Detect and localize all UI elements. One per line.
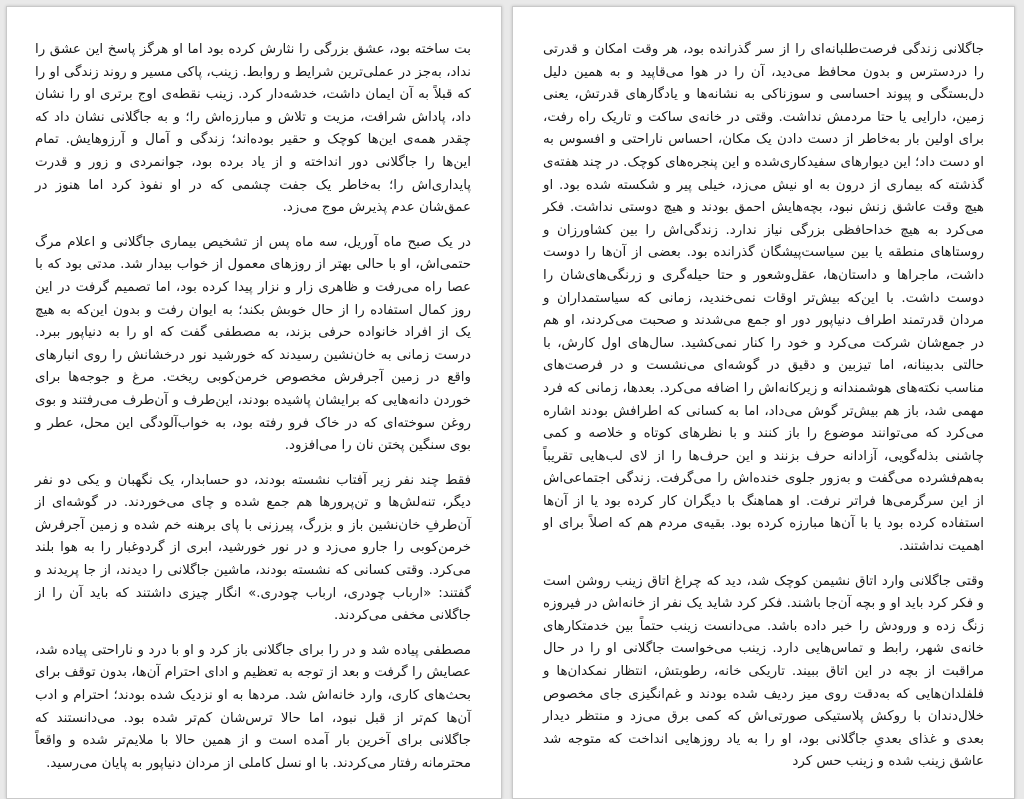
right-paragraph-1: جاگلانی زندگی فرصت‌طلبانه‌ای را از سر گذرانده بود، هر وقت امکان و قدرتی را دردسترس و بدون محافظ می‌دید، آن را در هوا می‌قاپید و به همین دلیل دل‌بستگی و پیوند احساسی و سوزناکی به نشانه‌ها و یادگارهای قدرتش، یعنی زمین، دارایی یا حتا مردمش نداشت. وقتی در خانه‌ی ساکت و تاریک راه رفت، برای اولین بار به‌خاطر از دست دادن یک مکان، احساس ناراحتی و افسوس به او دست داد؛ این دیوارهای سفیدکاری‌شده و این پنجره‌های کوچک. در چند هفته‌ی گذشته که بیماری از درون به او نیش می‌زد، خیلی پیر و شکسته شده بود. او هیچ وقت عاشق زنش نبود، بچه‌هایش احمق بودند و هیچ دوستی نداشت. فکر می‌کرد به هیچ خداحافظی بزرگی نیاز ندارد. زندگی‌اش را بین کشاورزان و روستاهای منطقه یا بین سیاست‌پیشگان گذرانده بود. بعضی از آن‌ها را دوست داشت، ماجراها و داستان‌ها، عقل‌وشعور و حتا حیله‌گری و زرنگی‌های‌شان را دوست داشت. با این‌که بیش‌تر اوقات نمی‌خندید، زمانی که سیاستمداران و مردان قدرتمند اطراف دنیاپور دور او جمع می‌شدند و صحبت می‌کردند، او هم در جمع‌شان شرکت می‌کرد و خود را کنار نمی‌کشید. سال‌های اول کارش، با حالتی بدبینانه، اما تیزبین و دقیق در گوشه‌ای می‌نشست و در فرصت‌های مناسب نکته‌های هوشمندانه و زیرکانه‌اش را اضافه می‌کرد. بعدها، زمانی که فرد مهمی شد، باز هم بیش‌تر گوش می‌داد، اما به کسانی که اطرافش بودند اشاره می‌کرد که می‌توانند موضوع را باز کنند و با نظرهای کوتاه و خلاصه و کمی چاشنی بذله‌گویی، آزادانه حرف بزنند و این حرف‌ها را از لای لب‌هایی تقریباً به‌هم‌فشرده می‌گفت و به‌زور جلوی خنده‌اش را می‌گرفت. زندگی اجتماعی‌اش از این سرگرمی‌ها فراتر نرفت. او هماهنگ با دیگران کار کرده بود یا از آن‌ها استفاده کرده بود یا با آن‌ها مبارزه کرده بود. بقیه‌ی مردم هم که اصلاً برای او اهمیت نداشتند. xyxy=(543,42,984,555)
left-page xyxy=(6,6,502,799)
left-paragraph-4: مصطفی پیاده شد و در را برای جاگلانی باز کرد و او با درد و ناراحتی پیاده شد، عصایش را گرفت و بعد از توجه به تعظیم و ادای احترام آن‌ها، بدون توقف برای بحث‌های کاری، وارد خانه‌اش شد. مردها به او نزدیک شده بودند؛ احترام و ادب آن‌ها کم‌تر از قبل نبود، اما حالا ترس‌شان کم‌تر شده بود. می‌دانستند که جاگلانی برای آخرین بار آمده است و از همین حالا با ملایم‌تر شده و واقعاً محترمانه رفتار می‌کردند. با او نسل کاملی از مردان دنیاپور به پایان می‌رسید. xyxy=(35,642,471,771)
left-paragraph-3: فقط چند نفر زیر آفتاب نشسته بودند، دو حسابدار، یک نگهبان و یکی دو نفر دیگر، تنه‌لش‌ها و تن‌پرورها هم جمع شده و چای می‌خوردند. در گوشه‌ای از آن‌طرفِ خان‌نشین باز و بزرگ، پیرزنی با پای برهنه خم شده و زمین آجرفرش خرمن‌کوبی را جارو می‌زد و در نور خورشید، ابری از گردوغبار را به هوا بلند می‌کرد. وقتی کسانی که نشسته بودند، ماشین جاگلانی را دیدند، از جا پریدند و گفتند: «ارباب چودری، ارباب چودری.» انگار چیزی داشتند که باید آن را از جاگلانی مخفی می‌کردند. xyxy=(35,472,471,624)
left-paragraph-1: بت ساخته بود، عشق بزرگی را نثارش کرده بود اما او هرگز پاسخ این عشق را نداد، به‌جز در عملی‌ترین شرایط و روابط. زینب، پاکی مسیر و روند زندگی او را که قبلاً به آن ایمان داشت، خدشه‌دار کرد. زینب نقطه‌ی اوج برتری او را نشان داد، پاداش شرافت، مزیت و تلاش و مبارزه‌اش را؛ و به جاگلانی نشان داد که چقدر همه‌ی این‌ها کوچک و حقیر بوده‌اند؛ زندگی و آمال و آرزوهایش. تمام این‌ها را جاگلانی دور انداخته و از یاد برده بود، جوانمردی و زور و قدرت پایداری‌اش را؛ به‌خاطر یک جفت چشمی که در او نفوذ کرد اما هنوز در عمق‌شان عدم پذیرش موج می‌زد. xyxy=(35,42,471,216)
right-paragraph-2: وقتی جاگلانی وارد اتاق نشیمن کوچک شد، دید که چراغ اتاق زینب روشن است و فکر کرد باید او و بچه آن‌جا باشند. فکر کرد شاید یک نفر از خانه‌اش در فیروزه زنگ زده و ورودش را خبر داده باشد. می‌دانست زینب حتماً بین خدمتکارهای خانه‌ی شهر، رابط و تماس‌هایی دارد. زینب می‌خواست جاگلانی او را در حال مراقبت از بچه در این اتاق ببیند. تاریکی خانه، رطوبتش، انتظار نمکدان‌ها و فلفلدان‌هایی که به‌دقت روی میز ردیف شده بودند و غم‌انگیزی جای مخصوص خلال‌دندان با روکش پلاستیکی صورتی‌اش که کمی برق می‌زد و منتظر دیدار بعدی و غذای بعدیِ جاگلانی بود، او را به یاد روزهایی انداخت که متوجه شد عاشق زینب شده و زینب حس کرد xyxy=(543,573,984,770)
left-page-text xyxy=(35,39,471,787)
right-page xyxy=(512,6,1015,799)
right-page-text xyxy=(543,39,984,786)
left-paragraph-2: در یک صبح ماه آوریل، سه ماه پس از تشخیص بیماری جاگلانی و اعلام مرگ حتمی‌اش، او با حالی بهتر از روزهای معمول از خواب بیدار شد. مدتی بود که با عصا راه می‌رفت و ظاهری زار و نزار پیدا کرده بود، اما تصمیم گرفت در این روز کمال استفاده را از حال خوبش بکند؛ به ایوان رفت و بدون این‌که به هیچ یک از افراد خانواده حرفی بزند، به مصطفی گفت که او را به دنیاپور ببرد. درست زمانی به خان‌نشین رسیدند که خورشید نور درخشانش را روی انبارهای واقع در زمین آجرفرش مخصوص خرمن‌کوبی ریخت. مرغ و جوجه‌ها برای خوردن دانه‌هایی که برایشان پاشیده بودند، این‌طرف و آن‌طرف می‌رفتند و بوی روغن سوخته‌ای که در خاک فرو رفته بود، به خواب‌آلودگی این محل، عطر و بوی سنگین پختن نان را می‌افزود. xyxy=(35,234,471,454)
